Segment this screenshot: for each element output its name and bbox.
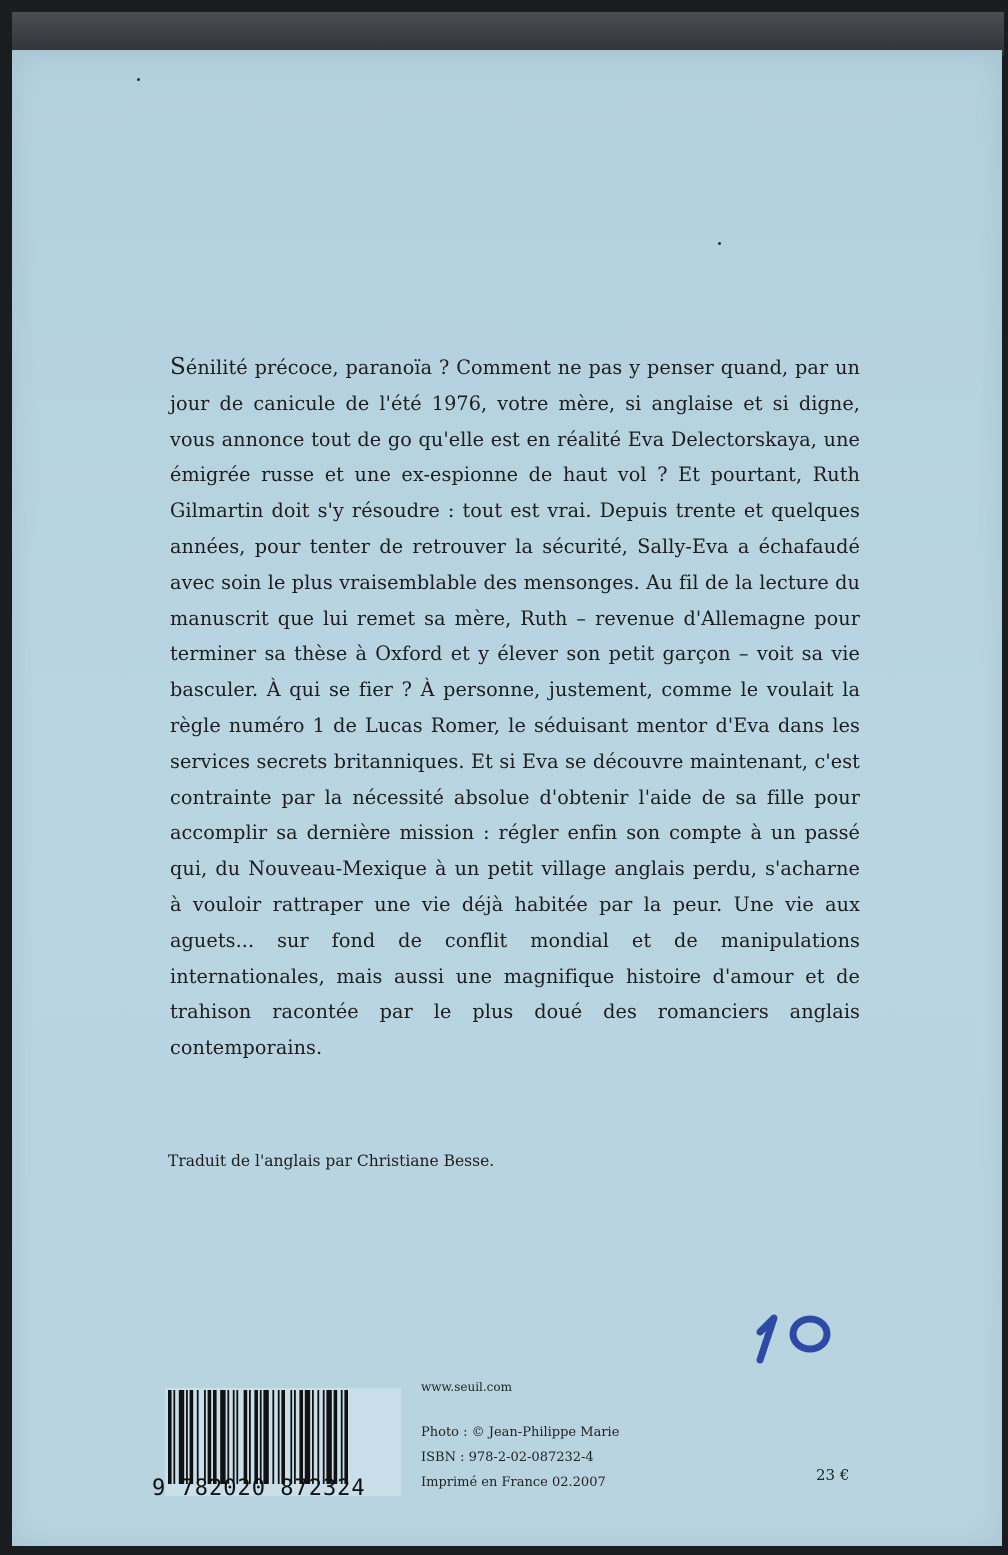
barcode-bar — [278, 1390, 280, 1484]
barcode-bar — [173, 1390, 175, 1484]
barcode-bar — [263, 1390, 268, 1484]
barcode-bar — [179, 1390, 184, 1484]
barcode-bar — [260, 1390, 262, 1484]
printing-info: Imprimé en France 02.2007 — [421, 1475, 606, 1490]
barcode-number: 9 782020 872324 — [152, 1476, 366, 1501]
publisher-website: www.seuil.com — [421, 1380, 513, 1394]
barcode-bar — [186, 1390, 188, 1484]
barcode-bar — [294, 1390, 296, 1484]
barcode-bar — [244, 1390, 248, 1484]
photo-credit: Photo : © Jean-Philippe Marie — [421, 1425, 620, 1440]
barcode-bar — [168, 1390, 172, 1484]
barcode-bar — [254, 1390, 258, 1484]
barcode-bar — [236, 1390, 238, 1484]
barcode-bars — [168, 1390, 438, 1490]
translator-credit: Traduit de l'anglais par Christiane Besse. — [168, 1152, 495, 1170]
isbn: ISBN : 978-2-02-087232-4 — [421, 1450, 594, 1465]
barcode-bar — [249, 1390, 251, 1484]
barcode-bar — [344, 1390, 348, 1484]
barcode-bar — [341, 1390, 343, 1484]
barcode-bar — [197, 1390, 199, 1484]
barcode-bar — [233, 1390, 235, 1484]
speck — [137, 78, 140, 81]
barcode-bar — [323, 1390, 325, 1484]
barcode-bar — [305, 1390, 310, 1484]
blurb-initial: S — [170, 354, 186, 380]
barcode-bar — [326, 1390, 331, 1484]
barcode-bar — [299, 1390, 303, 1484]
barcode-bar — [317, 1390, 319, 1484]
barcode — [140, 1378, 410, 1533]
barcode-bar — [334, 1390, 338, 1484]
blurb-body: énilité précoce, paranoïa ? Comment ne pas y penser quand, par un jour de canicule de l'été 1976, votre mère, si anglaise et si digne, vous annonce tout de go qu'elle est en réalité Eva Delectorskaya, une émigrée russe et une ex-espionne de haut vol ? Et pourtant, Ruth Gilmartin doit s'y résoudre : tout est vrai. Depuis trente et quelques années, pour tenter de retrouver la sécurité, Sally-Eva a échafaudé avec soin le plus vraisemblable des mensonges. Au fil de la lecture du manuscrit que lui remet sa mère, Ruth – revenue d'Allemagne pour terminer sa thèse à Oxford et y élever son petit garçon – voit sa vie basculer. À qui se fier ? À personne, justement, comme le voulait la règle numéro 1 de Lucas Romer, le séduisant mentor d'Eva dans les services secrets britanniques. Et si Eva se découvre maintenant, c'est contrainte par la nécessité absolue d'obtenir l'aide de sa fille pour accomplir sa dernière mission : régler enfin son compte à un passé qui, du Nouveau-Mexique à un petit village anglais perdu, s'acharne à vouloir rattraper une vie déjà habitée par la peur. Une vie aux aguets... sur fond de conflit mondial et de manipulations internationales, mais aussi une magnifique histoire d'amour et de trahison racontée par le plus doué des romanciers anglais contemporains. — [170, 356, 860, 1060]
barcode-bar — [290, 1390, 292, 1484]
barcode-bar — [312, 1390, 314, 1484]
price: 23 € — [816, 1466, 850, 1484]
barcode-bar — [227, 1390, 229, 1484]
barcode-bar — [204, 1390, 206, 1484]
barcode-bar — [213, 1390, 217, 1484]
handwritten-mark — [752, 1300, 842, 1370]
handwritten-ten-icon — [752, 1300, 842, 1370]
barcode-bar — [190, 1390, 194, 1484]
barcode-bar — [220, 1390, 225, 1484]
blurb-text — [170, 350, 860, 1066]
speck — [718, 242, 721, 245]
barcode-bar — [281, 1390, 285, 1484]
barcode-bar — [272, 1390, 274, 1484]
barcode-bar — [208, 1390, 212, 1484]
